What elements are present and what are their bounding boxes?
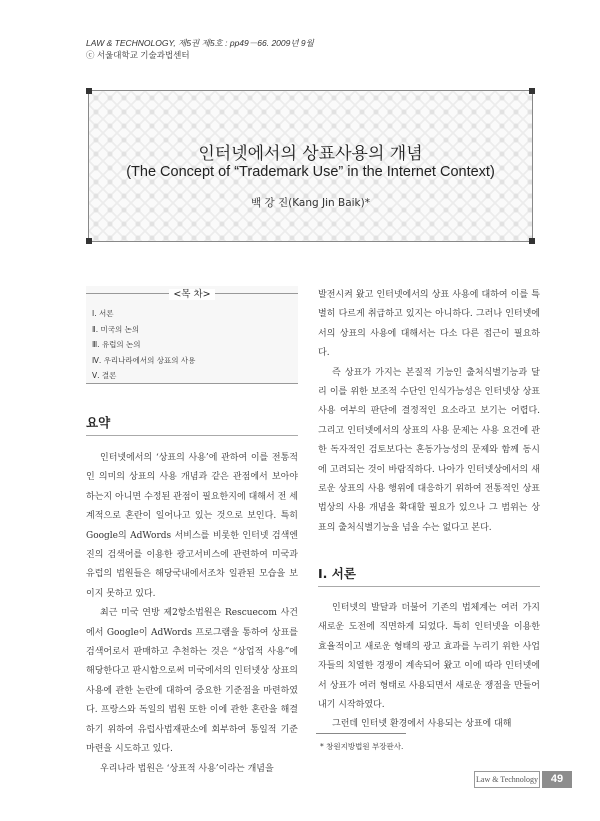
abstract-paragraph: 최근 미국 연방 제2항소법원은 Rescuecom 사건에서 Google이 AdWords 프로그램을 통하여 상표를 검색어로서 판매하고 추천하는 것은 “상업적 사용”에 해당한다고 판시함으로써 미국에서의 인터넷상 상표의 사용에 관한 논란에 대하여 중요한 기준점을 마련하였다. 프랑스와 독일의 법원 또한 이에 관한 혼란을 해결하기 위하여 유럽사법재판소에 회부하여 통일적 기준 마련을 시도하고 있다. — [86, 608, 298, 755]
toc-item: Ⅳ. 우리나라에서의 상표의 사용 — [92, 355, 196, 365]
journal-citation: LAW & TECHNOLOGY, 제5권 제5호 : pp49－66. 2009년 9월 — [86, 38, 314, 48]
corner-square-icon — [529, 238, 535, 244]
abstract-body — [86, 449, 298, 779]
introduction-body — [318, 599, 540, 735]
abstract-paragraph: 우리나라 법원은 ‘상표적 사용’이라는 개념을 — [100, 763, 274, 774]
introduction-paragraph: 그런데 인터넷 환경에서 사용되는 상표에 대해 — [332, 719, 512, 730]
section-rule — [318, 586, 540, 587]
publisher-line: ⓒ 서울대학교 기술과법센터 — [86, 50, 190, 60]
section-heading-introduction: I. 서론 — [318, 566, 356, 581]
abstract-rule — [86, 435, 298, 436]
toc-heading-row — [86, 286, 298, 300]
toc-item: Ⅴ. 결론 — [92, 371, 117, 380]
toc-item: Ⅰ. 서론 — [92, 309, 114, 318]
right-paragraph: 발전시켜 왔고 인터넷에서의 상표 사용에 대하여 이를 특별히 다르게 취급하고 있지는 아니하다. 그러나 인터넷에서의 상표의 사용에 대해서는 다소 다른 접근이 필요하다. — [318, 290, 540, 359]
abstract-heading: 요약 — [86, 415, 111, 430]
footnote: * 창원지방법원 부장판사. — [320, 742, 404, 751]
author-name: 백 강 진(Kang Jin Baik)* — [251, 197, 370, 209]
title-english: (The Concept of “Trademark Use” in the Internet Context) — [126, 164, 495, 180]
title-box — [88, 90, 533, 242]
footnote-rule — [316, 733, 406, 734]
toc-item: Ⅲ. 유럽의 논의 — [92, 340, 141, 349]
footer-journal-name: Law & Technology — [474, 771, 540, 788]
introduction-paragraph: 인터넷의 발달과 더불어 기존의 법체계는 여러 가지 새로운 도전에 직면하게 되었다. 특히 인터넷을 이용한 효율적이고 새로운 형태의 광고 효과를 누리기 위한 사업자들의 치열한 경쟁이 계속되어 왔고 이에 따라 인터넷에서 상표가 여러 형태로 사용되면서 새로운 쟁점을 만들어 내기 시작하였다. — [318, 603, 540, 711]
corner-square-icon — [529, 88, 535, 94]
toc-item: Ⅱ. 미국의 논의 — [92, 324, 140, 334]
corner-square-icon — [86, 88, 92, 94]
corner-square-icon — [86, 238, 92, 244]
toc-list — [86, 306, 298, 384]
right-column-body — [318, 286, 540, 538]
abstract-paragraph: 인터넷에서의 ‘상표의 사용’에 관하여 이를 전통적인 의미의 상표의 사용 개념과 같은 관점에서 보아야 하는지 아니면 수정된 관점이 필요한지에 대해서 전 세계적으로 혼란이 일어나고 있는 것으로 보인다. 특히 Google의 AdWords 서비스를 비롯한 인터넷 검색엔진의 검색어를 이용한 광고서비스에 관련하여 미국과 유럽의 법원들은 해당국내에서조차 일관된 모습을 보이지 못하고 있다. — [86, 453, 298, 599]
toc-heading: <목 차> — [169, 289, 214, 300]
toc-bottom-rule — [86, 383, 298, 384]
right-paragraph: 즉 상표가 가지는 본질적 기능인 출처식별기능과 달리 이를 위한 보조적 수단인 인식가능성은 인터넷상 상표 사용 여부의 판단에 결정적인 요소라고 보기는 어렵다. 그리고 인터넷에서의 상표의 사용 문제는 사용 요건에 관한 독자적인 검토보다는 혼동가능성의 문제와 함께 동시에 고려되는 것이 바람직하다. 나아가 인터넷상에서의 새로운 상표의 사용 행위에 대응하기 위하여 전통적인 상표법상의 사용 개념을 확대할 필요가 있으나 그 범위는 상표의 출처식별기능을 넘을 수는 없다고 본다. — [318, 367, 540, 533]
journal-header — [86, 37, 314, 61]
page-number: 49 — [542, 771, 572, 788]
title-korean: 인터넷에서의 상표사용의 개념 — [198, 144, 423, 164]
